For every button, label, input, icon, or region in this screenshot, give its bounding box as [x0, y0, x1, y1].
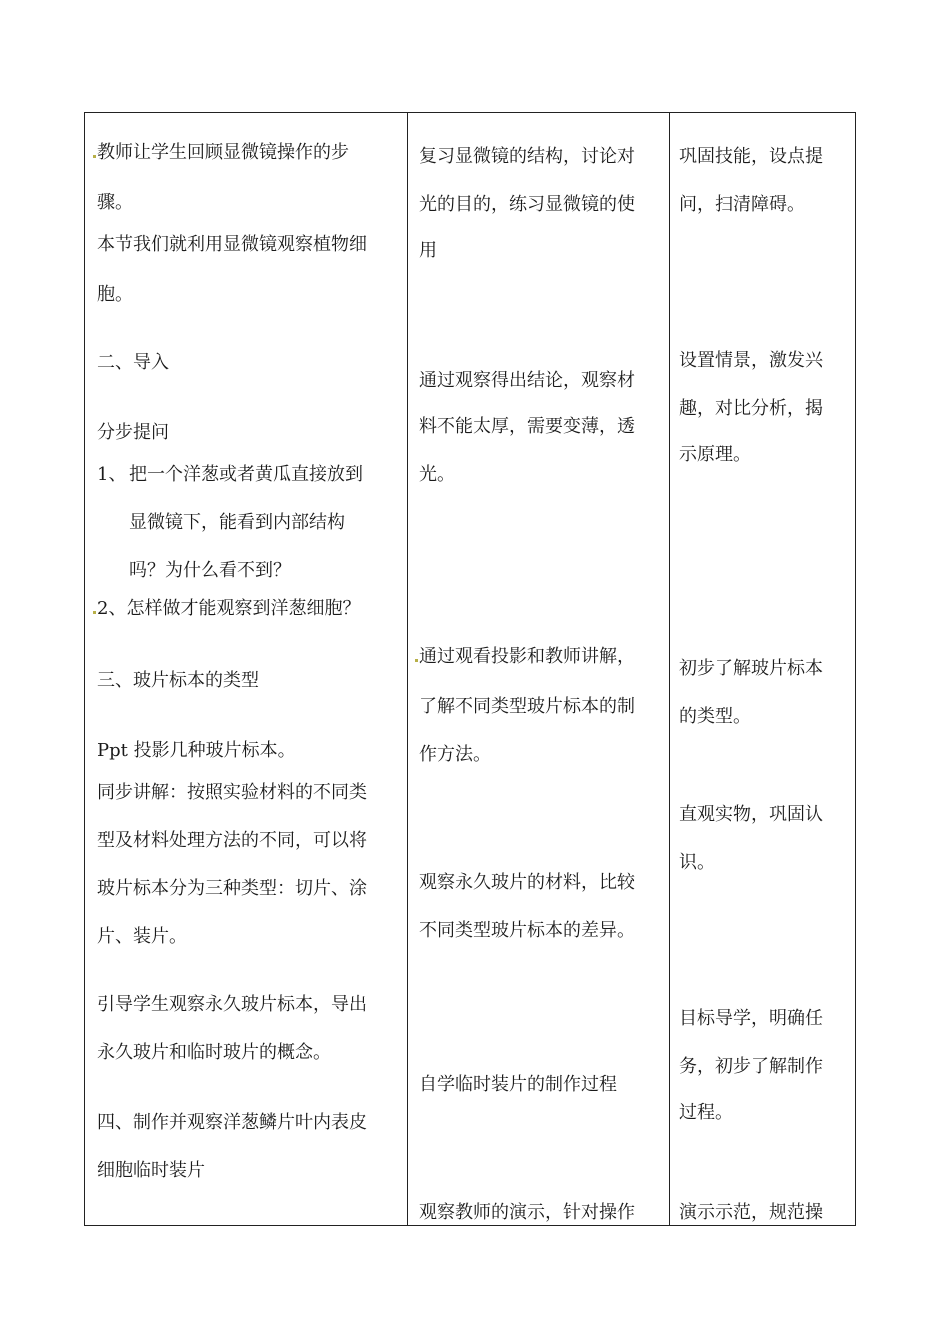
text-line: 的类型。	[679, 706, 751, 727]
text-line: 不同类型玻片标本的差异。	[419, 920, 635, 941]
text-line: 巩固技能，设点提	[679, 146, 823, 167]
section-heading: 四、制作并观察洋葱鳞片叶内表皮	[97, 1112, 367, 1133]
section-heading: 二、导入	[97, 352, 169, 373]
text-line: 料不能太厚，需要变薄，透	[419, 416, 635, 437]
text-line: 演示示范，规范操	[679, 1202, 823, 1223]
section-heading: 三、玻片标本的类型	[97, 670, 259, 691]
text-line: 本节我们就利用显微镜观察植物细	[97, 234, 367, 255]
text-line: 细胞临时装片	[97, 1160, 205, 1181]
text-line: 目标导学，明确任	[679, 1008, 823, 1029]
text-line: 问，扫清障碍。	[679, 194, 805, 215]
list-item-number: 1、	[97, 464, 127, 485]
text-line: 同步讲解：按照实验材料的不同类	[97, 782, 367, 803]
teacher-activity-column	[85, 113, 407, 1225]
text-line: 通过观察得出结论，观察材	[419, 370, 635, 391]
text-line: 引导学生观察永久玻片标本，导出	[97, 994, 367, 1015]
text-line: 设置情景，激发兴	[679, 350, 823, 371]
text-line: 胞。	[97, 284, 133, 305]
text-line: 观察永久玻片的材料，比较	[419, 872, 635, 893]
text-line: 教师让学生回顾显微镜操作的步	[93, 141, 349, 165]
text-line: 初步了解玻片标本	[679, 658, 823, 679]
design-intent-column	[669, 113, 857, 1225]
text-line: 识。	[679, 852, 715, 873]
text-line: 光的目的，练习显微镜的使	[419, 194, 635, 215]
text-line: 玻片标本分为三种类型：切片、涂	[97, 878, 367, 899]
text-line: 分步提问	[97, 422, 169, 443]
text-line: 用	[419, 240, 437, 261]
text-line: 片、装片。	[97, 926, 187, 947]
text-line: 务，初步了解制作	[679, 1056, 823, 1077]
text-line: 自学临时装片的制作过程	[419, 1074, 617, 1095]
edit-mark-icon	[93, 611, 96, 614]
edit-mark-icon	[93, 155, 96, 158]
text-line: 光。	[419, 464, 455, 485]
text-line: 示原理。	[679, 444, 751, 465]
text-line: 复习显微镜的结构，讨论对	[419, 146, 635, 167]
text-line: 吗？为什么看不到？	[129, 560, 291, 581]
text-line: 过程。	[679, 1102, 733, 1123]
text-line: 观察教师的演示，针对操作	[419, 1202, 635, 1223]
text-line: 趣，对比分析，揭	[679, 398, 823, 419]
text-line: Ppt 投影几种玻片标本。	[97, 740, 296, 761]
text-line: 作方法。	[419, 744, 491, 765]
student-activity-column	[407, 113, 669, 1225]
text-line: 通过观看投影和教师讲解，	[415, 645, 635, 669]
text-line: 骤。	[97, 192, 133, 213]
text-line: 2、怎样做才能观察到洋葱细胞？	[93, 597, 360, 621]
lesson-plan-table	[84, 112, 856, 1226]
text-line: 了解不同类型玻片标本的制	[419, 696, 635, 717]
text-line: 把一个洋葱或者黄瓜直接放到	[129, 464, 363, 485]
text-line: 显微镜下，能看到内部结构	[129, 512, 345, 533]
text-line: 直观实物，巩固认	[679, 804, 823, 825]
text-line: 型及材料处理方法的不同，可以将	[97, 830, 367, 851]
text-line: 永久玻片和临时玻片的概念。	[97, 1042, 331, 1063]
edit-mark-icon	[415, 659, 418, 662]
